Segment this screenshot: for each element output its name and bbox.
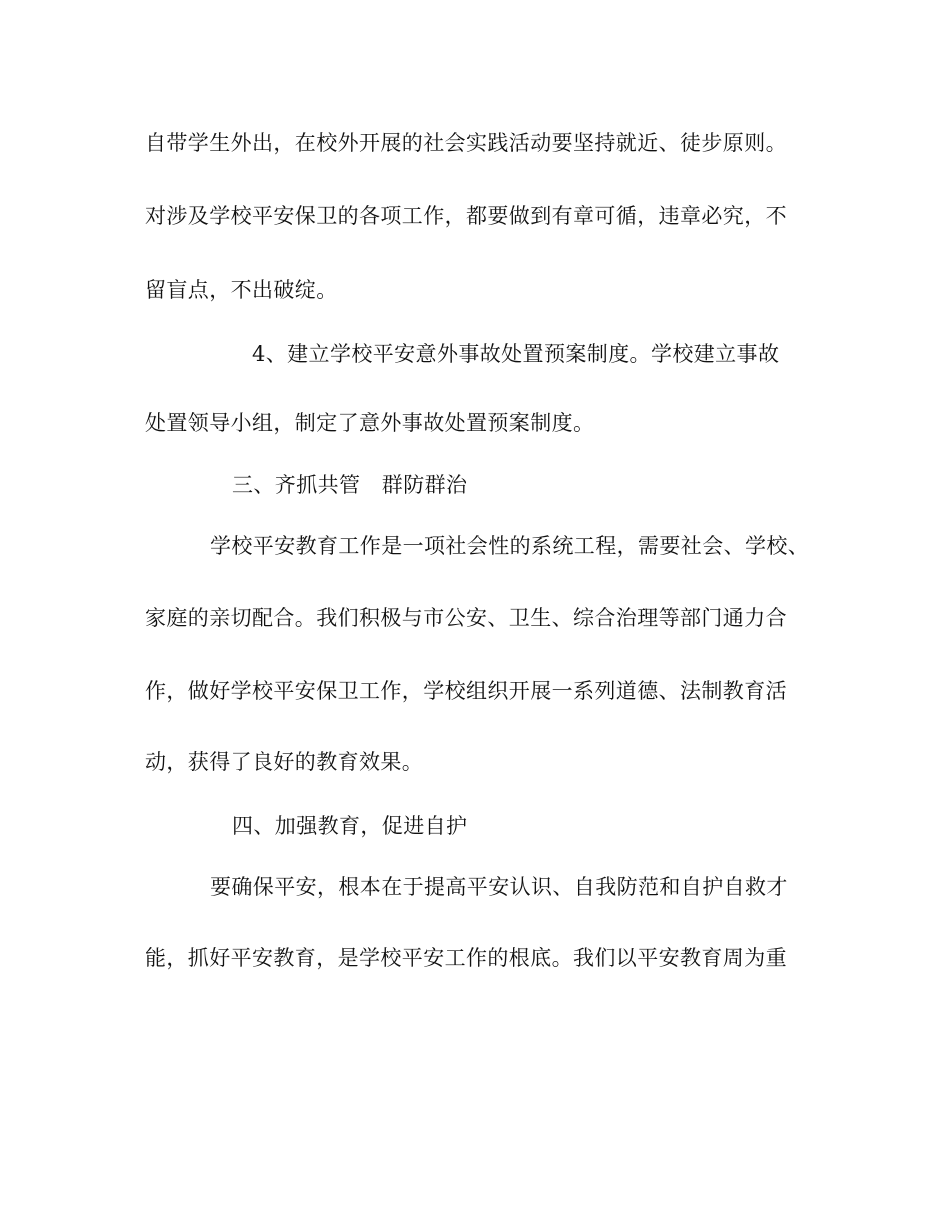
section-heading: 四、加强教育，促进自护 <box>232 814 468 838</box>
body-text-line: 留盲点，不出破绽。 <box>145 278 338 302</box>
body-text-line: 家庭的亲切配合。我们积极与市公安、卫生、综合治理等部门通力合 <box>145 606 787 630</box>
paragraph-first-line: 学校平安教育工作是一项社会性的系统工程，需要社会、学校、 <box>210 534 810 558</box>
body-text-line: 能，抓好平安教育，是学校平安工作的根底。我们以平安教育周为重 <box>145 946 787 970</box>
body-text-line: 处置领导小组，制定了意外事故处置预案制度。 <box>145 411 595 435</box>
body-text-line: 作，做好学校平安保卫工作，学校组织开展一系列道德、法制教育活 <box>145 679 787 703</box>
body-text-line: 自带学生外出，在校外开展的社会实践活动要坚持就近、徒步原则。 <box>145 131 787 155</box>
body-text-line: 对涉及学校平安保卫的各项工作，都要做到有章可循，违章必究，不 <box>145 204 787 228</box>
section-heading: 三、齐抓共管 群防群治 <box>232 473 468 497</box>
numbered-item-line: 4、建立学校平安意外事故处置预案制度。学校建立事故 <box>252 342 780 366</box>
paragraph-first-line: 要确保平安，根本在于提高平安认识、自我防范和自护自救才 <box>210 875 788 899</box>
body-text-line: 动，获得了良好的教育效果。 <box>145 750 424 774</box>
